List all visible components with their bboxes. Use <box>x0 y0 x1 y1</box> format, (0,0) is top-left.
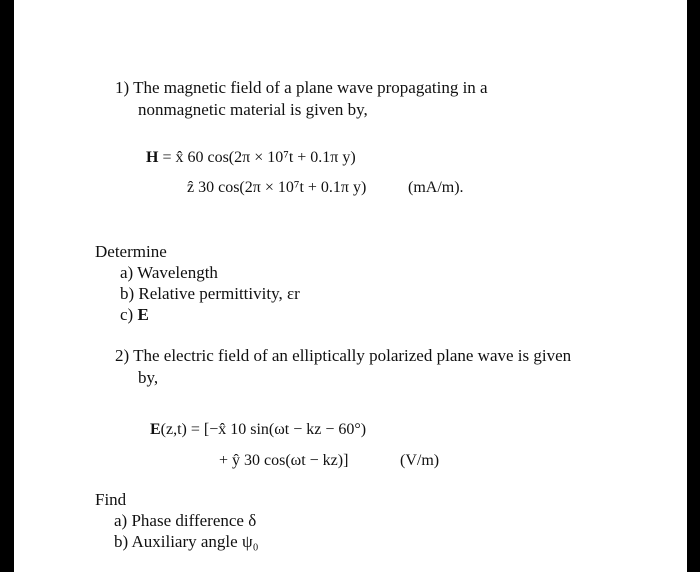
problem2-unit: (V/m) <box>400 452 440 469</box>
problem1-line2: nonmagnetic material is given by, <box>138 100 368 119</box>
problem1-part-a: a) Wavelength <box>120 263 218 282</box>
problem2-part-a: a) Phase difference δ <box>114 511 257 530</box>
part-c-prefix: c) <box>120 305 138 324</box>
problem2-equation-line1 <box>150 420 366 440</box>
problem1-line1: 1) The magnetic field of a plane wave propagating in a <box>115 78 488 97</box>
problem2-line2: by, <box>138 368 159 387</box>
h-symbol: H <box>146 149 159 166</box>
problem1-unit: (mA/m). <box>408 179 464 196</box>
problem1-equation-line1 <box>146 148 356 168</box>
document-page <box>14 0 687 572</box>
find-heading: Find <box>95 490 127 509</box>
problem2-part-b: b) Auxiliary angle ψ₀ <box>114 532 259 551</box>
problem1-equation-line2: ẑ 30 cos(2π × 10⁷t + 0.1π y) <box>187 179 367 196</box>
e-symbol: E <box>137 305 149 324</box>
h-expression-1: = x̂ 60 cos(2π × 10⁷t + 0.1π y) <box>162 149 356 166</box>
e-field-symbol: E <box>150 421 161 438</box>
problem2-line1: 2) The electric field of an elliptically polarized plane wave is given <box>115 346 572 365</box>
determine-heading: Determine <box>95 242 167 261</box>
problem2-equation-line2: + ŷ 30 cos(ωt − kz)] <box>219 452 349 469</box>
problem1-part-c <box>120 305 149 325</box>
problem1-part-b: b) Relative permittivity, εr <box>120 284 300 303</box>
e-expression-1: (z,t) = [−x̂ 10 sin(ωt − kz − 60°) <box>160 421 367 438</box>
